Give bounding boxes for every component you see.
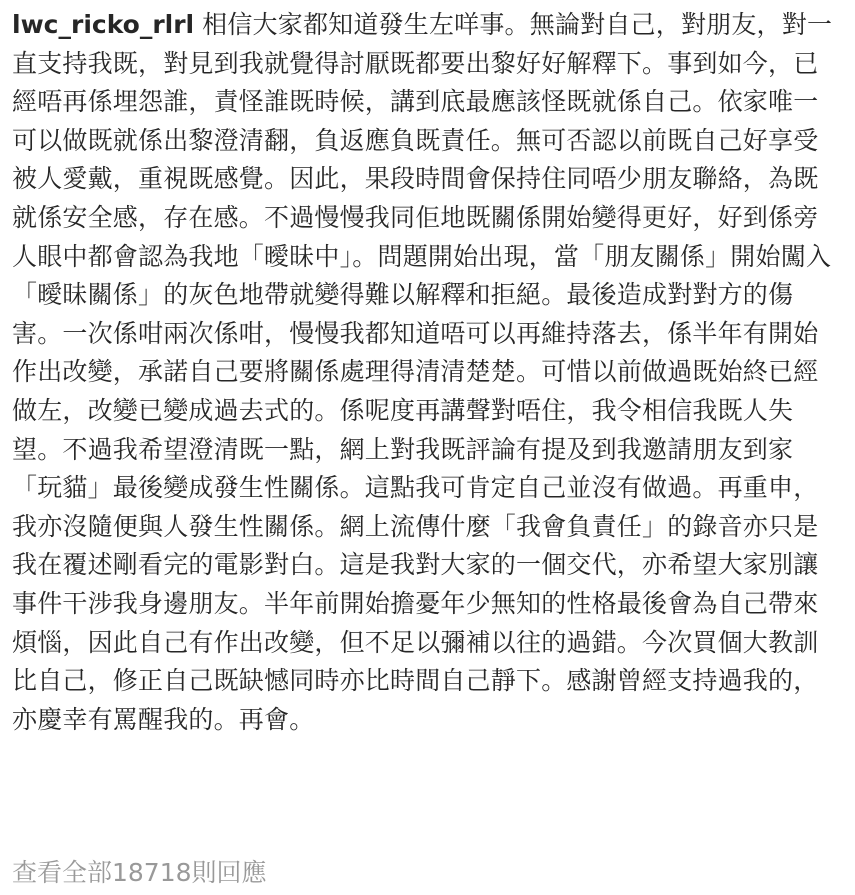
caption-text: 相信大家都知道發生左咩事。無論對自己，對朋友，對一直支持我既，對見到我就覺得討厭既都要出黎好好解釋下。事到如今，已經唔再係埋怨誰，責怪誰既時候，講到底最應該怪既就係自己。依家唯一可以做既就係出黎澄清翻，負返應負既責任。無可否認以前既自己好享受被人愛戴，重視既感覺。因此，果段時間會保持住同唔少朋友聯絡，為既就係安全感，存在感。不過慢慢我同佢地既關係開始變得更好，好到係旁人眼中都會認為我地「曖昧中」。問題開始出現，當「朋友關係」開始闖入「曖昧關係」的灰色地帶就變得難以解釋和拒絕。最後造成對對方的傷害。一次係咁兩次係咁，慢慢我都知道唔可以再維持落去，係半年有開始作出改變，承諾自己要將關係處理得清清楚楚。可惜以前做過既始終已經做左，改變已變成過去式的。係呢度再講聲對唔住，我令相信我既人失望。不過我希望澄清既一點，網上對我既評論有提及到我邀請朋友到家「玩貓」最後變成發生性關係。這點我可肯定自己並沒有做過。再重申，我亦沒隨便與人發生性關係。網上流傳什麼「我會負責任」的錄音亦只是我在覆述剛看完的電影對白。這是我對大家的一個交代，亦希望大家別讓事件干涉我身邊朋友。半年前開始擔憂年少無知的性格最後會為自己帶來煩惱，因此自己有作出改變，但不足以彌補以往的過錯。今次買個大教訓比自己，修正自己既缺憾同時亦比時間自己靜下。感謝曾經支持過我的，亦慶幸有罵醒我的。再會。 <box>12 10 833 734</box>
view-all-comments-link[interactable]: 查看全部18718則回應 <box>12 858 267 887</box>
username-link[interactable]: lwc_ricko_rlrl <box>12 10 195 39</box>
post-caption-block <box>12 6 842 739</box>
